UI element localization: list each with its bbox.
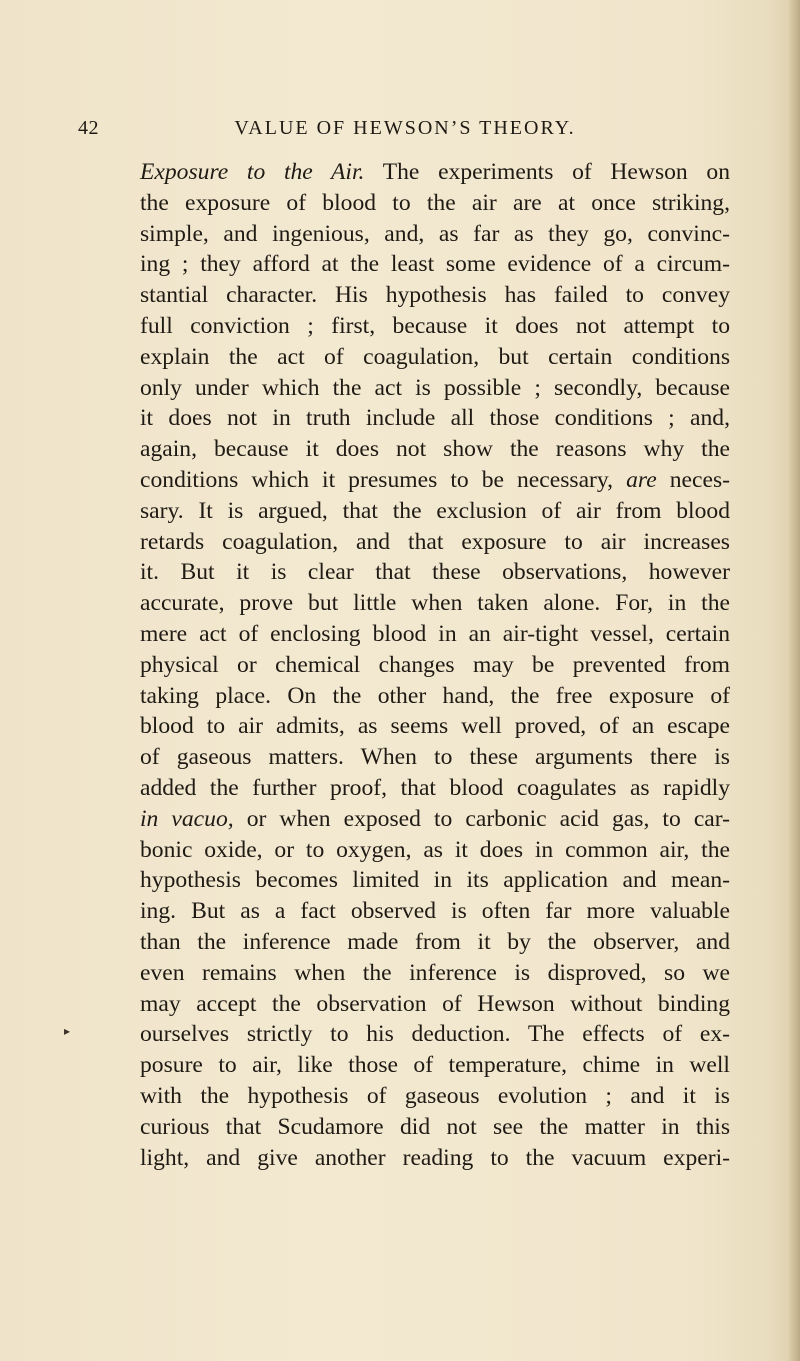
text-line: posure to air, like those of temperature, chime in well	[140, 1052, 730, 1079]
text-line: sary. It is argued, that the exclusion of air from blood	[140, 497, 730, 524]
section-lead-in: Exposure to the Air.	[140, 159, 365, 185]
page-number: 42	[78, 117, 99, 139]
running-head: VALUE OF HEWSON’S THEORY.	[234, 117, 576, 139]
text-line: light, and give another reading to the vacuum experi-	[140, 1144, 730, 1171]
text-line: accurate, prove but little when taken alone. For, in the	[140, 590, 730, 617]
text-line: only under which the act is possible ; secondly, because	[140, 374, 730, 401]
text-line: bonic oxide, or to oxygen, as it does in common air, the	[140, 836, 730, 863]
text-line: the exposure of blood to the air are at once striking,	[140, 189, 730, 216]
text-line: with the hypothesis of gaseous evolution ; and it is	[140, 1082, 730, 1109]
margin-mark: ▸	[64, 1024, 71, 1038]
text-line: full conviction ; first, because it does not attempt to	[140, 312, 730, 339]
text-line: hypothesis becomes limited in its application and mean-	[140, 867, 730, 894]
text-line: explain the act of coagulation, but certain conditions	[140, 343, 730, 370]
text-line: ing. But as a fact observed is often far more valuable	[140, 898, 730, 925]
text-line: again, because it does not show the reasons why the	[140, 436, 730, 463]
text-line: mere act of enclosing blood in an air-tight vessel, certain	[140, 620, 730, 647]
text-line: of gaseous matters. When to these arguments there is	[140, 744, 730, 771]
text-line: it does not in truth include all those conditions ; and,	[140, 405, 730, 432]
text-line: than the inference made from it by the observer, and	[140, 928, 730, 955]
text-line: curious that Scudamore did not see the matter in this	[140, 1113, 730, 1140]
text-line: Exposure to the Air. The experiments of Hewson on	[140, 159, 730, 185]
text-line: stantial character. His hypothesis has failed to convey	[140, 282, 730, 309]
text-line: conditions which it presumes to be necessary, are neces-	[140, 466, 731, 493]
text-line: simple, and ingenious, and, as far as they go, convinc-	[140, 220, 730, 247]
text-line: it. But it is clear that these observations, however	[140, 559, 730, 586]
text-line: added the further proof, that blood coagulates as rapidly	[140, 774, 730, 801]
text-line: in vacuo, or when exposed to carbonic acid gas, to car-	[140, 805, 731, 832]
emphasis: are	[626, 466, 657, 493]
text-line: ourselves strictly to his deduction. The effects of ex-	[140, 1021, 730, 1048]
text-line: ing ; they afford at the least some evidence of a circum-	[140, 251, 730, 278]
page-header	[0, 117, 800, 147]
text-line: physical or chemical changes may be prevented from	[140, 651, 730, 678]
text-line: taking place. On the other hand, the free exposure of	[140, 682, 730, 709]
emphasis: in vacuo,	[140, 805, 234, 832]
body-paragraph	[140, 157, 730, 1173]
text-line: may accept the observation of Hewson without binding	[140, 990, 730, 1017]
text-line: blood to air admits, as seems well proved, of an escape	[140, 713, 730, 740]
text-line: even remains when the inference is disproved, so we	[140, 959, 730, 986]
text-line: retards coagulation, and that exposure to air increases	[140, 528, 730, 555]
page-edge	[786, 0, 800, 1361]
